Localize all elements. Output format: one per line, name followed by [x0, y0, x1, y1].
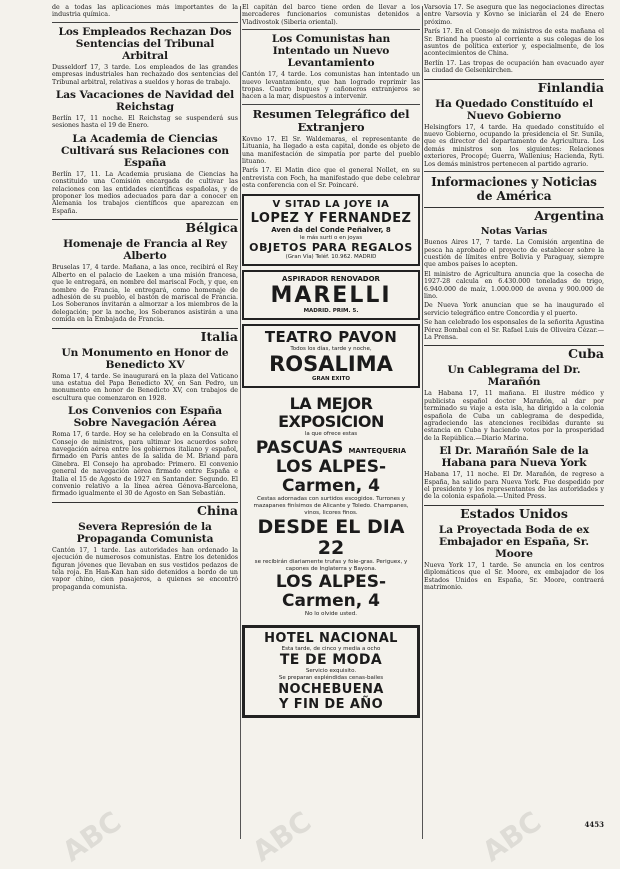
section-title: Informaciones y Noticias de América [431, 175, 597, 204]
ad-line: TE DE MODA [279, 651, 383, 668]
headline: Ha Quedado Constituído el Nuevo Gobierno [435, 97, 593, 122]
headline: Las Vacaciones de Navidad del Reichstag [55, 89, 235, 114]
article-body: La Habana 17, 11 mañana. El ilustre médico y publicista español doctor Marañón, al dar por terminado su viaje a esta isla, ha dirigido a la colonia española de Cuba un cablegrama de despedida, agradeciendo las atenciones recibidas durante su estancia en Cuba y haciendo votos por la prosperidad de la República.—Diario Marina. [424, 390, 604, 442]
headline: El Dr. Marañón Sale de la Habana para Nueva York [439, 445, 589, 470]
column-3 [424, 4, 604, 593]
article-body: Bruselas 17, 4 tarde. Mañana, a las once, recibirá el Rey Alberto en el palacio de Laeken a una misión francesa, que le entregará, en nombre del mariscal Foch, y que, en nombre de Francia, le entregará, como homenaje de adhesión de su pueblo, el bastón de mariscal de Francia. Los Soberanos invitarán a almorzar a los miembros de la delegación; por la noche, los Soberanos asistirán a una comida en la Embajada de Francia. [52, 264, 238, 324]
column-rule [422, 6, 423, 839]
ad-line: ASPIRADOR RENOVADOR [282, 274, 380, 283]
ad-line: se recibirán diariamente trufas y foie-gras. Periguex, y capones de Inglaterra y Bayona. [254, 558, 408, 572]
ad-los-alpes [242, 392, 420, 621]
ad-line: Y FIN DE AÑO [278, 696, 384, 712]
ad-line: PASCUAS [255, 437, 344, 458]
country-heading: Finlandia [424, 79, 604, 95]
ad-line: Servicio exquisito. [305, 667, 357, 674]
headline: Notas Varias [480, 226, 548, 238]
headline: Un Cablegrama del Dr. Marañón [447, 364, 581, 389]
headline: Los Empleados Rechazan Dos Sentencias del Tribunal Arbitral [58, 25, 232, 62]
country-heading: Cuba [424, 345, 604, 361]
country-heading: Argentina [424, 207, 604, 223]
ad-line: NOCHEBUENA [278, 681, 384, 697]
column-2 [242, 4, 420, 722]
ad-line: V SITAD LA JOYE IA [272, 198, 390, 210]
watermark-logo: ABC [476, 804, 548, 869]
divider [52, 22, 238, 23]
headline: Un Monumento en Honor de Benedicto XV [61, 346, 229, 371]
ad-line: MANTEQUERIA [348, 446, 407, 455]
headline: Los Convenios con España Sobre Navegación Aérea [67, 405, 223, 430]
article-body: Varsovia 17. Se asegura que las negociaciones directas entre Varsovia y Kovno se iniciarán el 24 de Enero próximo. [424, 4, 604, 26]
article-body: Nueva York 17, 1 tarde. Se anuncia en los centros diplomáticos que el Sr. Moore, ex embajador de los Estados Unidos en España, Sr. Moore, contraerá matrimonio. [424, 561, 604, 592]
ad-hotel-nacional [242, 625, 420, 718]
ad-joyeria [242, 194, 420, 266]
ad-teatro-pavon [242, 324, 420, 388]
ad-line: LOS ALPES-Carmen, 4 [275, 571, 387, 611]
article-body: Berlín 17, 11 noche. El Reichstag se suspenderá sus sesiones hasta el 19 de Enero. [52, 115, 238, 130]
article-body: París 17. El Matin dice que el general Nollet, en su entrevista con Foch, ha manifestado que debe celebrar esta conferencia con el Sr. Poincaré. [242, 167, 420, 190]
ad-line: LOPEZ Y FERNANDEZ [250, 210, 412, 226]
article-body: Kovno 17. El Sr. Waldemaras, el representante de Lituania, ha llegado a esta capital, donde es objeto de una manifestación de simpatía por parte del pueblo lituano. [242, 135, 420, 166]
article-body: Cantón 17, 4 tarde. Los comunistas han intentado un nuevo levantamiento, que han logrado reprimir las tropas. Cuatro buques y cañoneros extranjeros se hacen a la mar, dispuestos a intervenir. [242, 71, 420, 101]
article-body: Helsingfors 17, 4 tarde. Ha quedado constituído el nuevo Gobierno, ocupando la presidencia el Sr. Sunila, que es director del departamento de Agricultura. Los demás ministros son los siguientes: Relaciones exteriores, Procopé; Guerra, Wallenius; Hacienda, Ryti. Los demás ministros pertenecen al partido agrario. [424, 123, 604, 168]
ad-line: DESDE EL DIA 22 [257, 515, 405, 559]
article-body: Berlín 17, 11. La Academia prusiana de Ciencias ha constituido una Comisión encargada de cultivar las relaciones con las entidades científicas españolas, y de proponer los medios adecuados para dar a conocer en Alemania los trabajos científicos que aparezcan en España. [52, 170, 238, 215]
ad-line: MADRID. PRIM. 5. [303, 307, 359, 314]
article-body: Buenos Aires 17, 7 tarde. La Comisión argentina de pesca ha aprobado el proyecto de establecer sobre la cuestión de límites entre Bolivia y Paraguay, siempre que ambos países lo acepten. [424, 239, 604, 269]
ad-line: LA MEJOR EXPOSICION [278, 393, 384, 431]
ad-line: HOTEL NACIONAL [264, 630, 398, 646]
article-body: El ministro de Agricultura anuncia que la cosecha de 1927-28 calcula en 6.430.000 toneladas de trigo, 6.940.000 de maíz, 1.000.000 de avena y 900.000 de lino. [424, 270, 604, 300]
country-heading: China [52, 502, 238, 518]
ad-line: ROSALIMA [269, 351, 393, 376]
article-body: El capitán del barco tiene orden de llevar a los mercaderes funcionarios comunistas detenidos a Vladivostok (Siberia oriental). [242, 4, 420, 26]
article-body: Habana 17, 11 noche. El Dr. Marañón, de regreso a España, ha salido para Nueva York. Fue despedido por el presidente y los representantes de las autoridades y de la colonia española.—United Press. [424, 471, 604, 501]
ad-line: le más surti o en joyas [299, 234, 363, 241]
divider [242, 104, 420, 105]
intro-text: de a todas las aplicaciones más importantes de la industria química. [52, 4, 238, 19]
ad-line: (Gran Vía) Teléf. 10.962. MADRID [285, 253, 377, 260]
ad-line: la que ofrece estas [304, 430, 358, 437]
divider [424, 171, 604, 172]
country-heading: Bélgica [52, 219, 238, 235]
article-body: Se han celebrado los esponsales de la señorita Agustina Pérez Bombal con el Sr. Rafael Luis de Oliveira Cézar.—La Prensa. [424, 319, 604, 341]
article-body: Roma 17, 6 tarde. Hoy se ha celebrado en la Consulta el Consejo de ministros, para ultimar los acuerdos sobre navegación aérea entre los gobiernos italiano y español, firmado en París antes de la salida de M. Briand para Ginebra. El Consejo ha aprobado: Primero. El convenio general de navegación aérea firmado entre España e Italia el 15 de Agosto de 1927 en Santander. Segundo. El convenio relativo a la línea aérea Génova-Barcelona, firmado igualmente el 30 de Agosto en San Sebastián. [52, 431, 238, 498]
divider [242, 29, 420, 30]
column-rule [240, 6, 241, 839]
page-number: 4453 [584, 820, 604, 829]
headline: La Academia de Ciencias Cultivará sus Relaciones con España [60, 132, 230, 169]
headline: Severa Represión de la Propaganda Comunista [76, 520, 214, 545]
headline: Resumen Telegráfico del Extranjero [252, 106, 410, 134]
country-heading: Italia [52, 328, 238, 344]
article-body: Berlín 17. Las tropas de ocupación han evacuado ayer la ciudad de Gelsenkirchen. [424, 59, 604, 75]
headline: Los Comunistas han Intentado un Nuevo Levantamiento [271, 33, 391, 70]
ad-line: Esta tarde, de cinco y media a ocho [281, 645, 381, 652]
country-heading: Estados Unidos [424, 505, 604, 521]
headline: La Proyectada Boda de ex Embajador en España, Sr. Moore [438, 523, 590, 560]
ad-line: OBJETOS PARA REGALOS [249, 240, 413, 254]
article-body: París 17. En el Consejo de ministros de esta mañana el Sr. Briand ha puesto al corriente a sus colegas de los asuntos de política exterior y, especialmente, de los acontecimientos de China. [424, 28, 604, 58]
watermark-logo: ABC [246, 804, 318, 869]
ad-marelli [242, 270, 420, 320]
article-body: Dusseldorf 17, 3 tarde. Los empleados de las grandes empresas industriales han rechazado dos sentencias del Tribunal arbitral, relativas a sueldos y horas de trabajo. [52, 63, 238, 86]
headline: Homenaje de Francia al Rey Alberto [63, 238, 227, 263]
ad-line: TEATRO PAVON [264, 327, 398, 346]
article-body: De Nueva York anuncian que se ha inaugurado el servicio telegráfico entre Concordia y el puerto. [424, 302, 604, 317]
ad-line: Cestas adornadas con surtidos escogidos. Turrones y mazapanes finísimos de Alicante y Toledo. Champanes, vinos, licores finos. [253, 495, 409, 516]
article-body: Roma 17, 4 tarde. Se inaugurará en la plaza del Vaticano una estatua del Papa Benedicto XV, en San Pedro, un monumento en honor de Benedicto XV, con trabajos de escultura que comenzaron en 1928. [52, 372, 238, 402]
ad-line: GRAN EXITO [312, 375, 350, 382]
ad-line: Todos los días, tarde y noche, [290, 345, 372, 352]
column-1 [52, 4, 238, 593]
watermark-logo: ABC [56, 804, 128, 869]
ad-line: Aven da del Conde Peñalver, 8 [271, 225, 391, 234]
ad-line: Se preparan espléndidas cenas-bailes [278, 674, 384, 681]
article-body: Cantón 17, 1 tarde. Las autoridades han ordenado la ejecución de numerosos comunistas. Entre los detenidos figuran jóvenes que llevaban en sus vestidos pedazos de tela roja. En Han-Kan han sido detenidos a bordo de un vapor chino, cien pasajeros, a quienes se encontró propaganda comunista. [52, 546, 238, 591]
ad-line: LOS ALPES-Carmen, 4 [275, 456, 387, 496]
ad-line: No lo olvide usted. [304, 610, 358, 617]
ad-line: MARELLI [270, 282, 392, 308]
